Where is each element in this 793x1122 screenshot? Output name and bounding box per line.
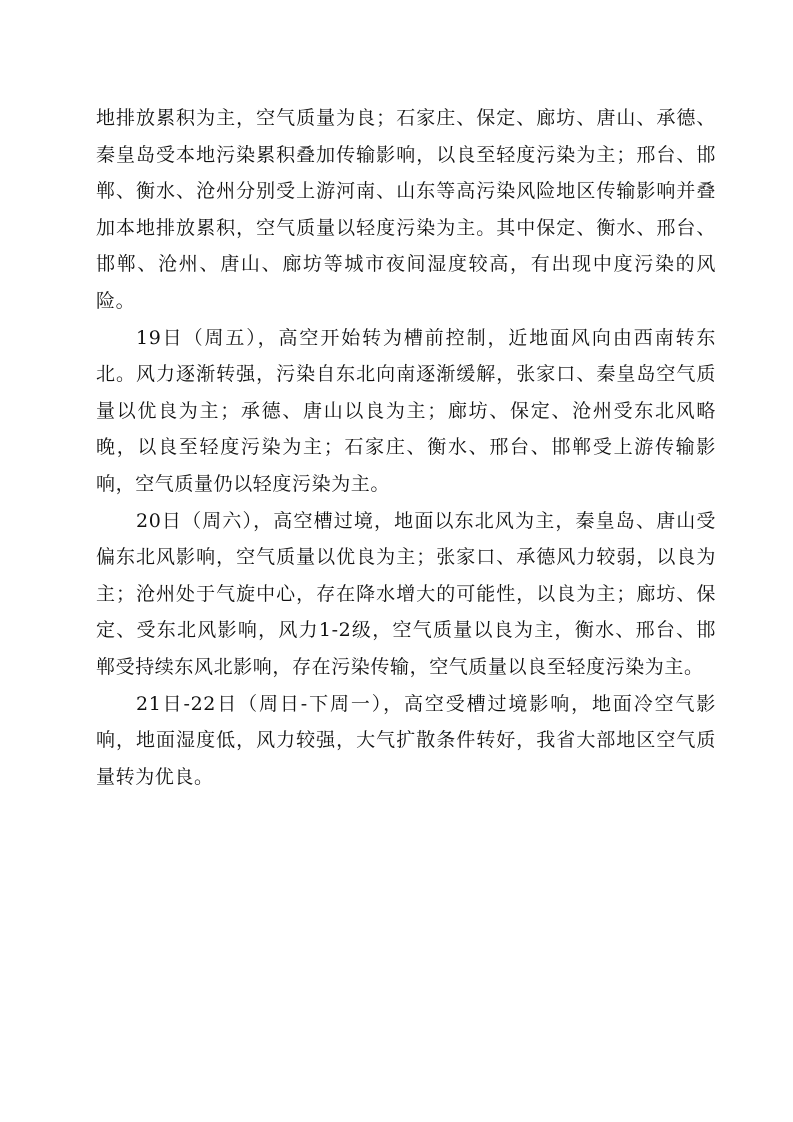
paragraph-day-20: 20日（周六），高空槽过境，地面以东北风为主，秦皇岛、唐山受偏东北风影响，空气质量以优良为主；张家口、承德风力较弱，以良为主；沧州处于气旋中心，存在降水增大的可能性，以良为主；廊坊、保定、受东北风影响，风力1-2级，空气质量以良为主，衡水、邢台、邯郸受持续东风北影响，存在污染传输，空气质量以良至轻度污染为主。 — [96, 509, 716, 678]
paragraph-day-21-22: 21日-22日（周日-下周一），高空受槽过境影响，地面冷空气影响，地面湿度低，风力较强，大气扩散条件转好，我省大部地区空气质量转为优良。 — [96, 692, 716, 788]
document-body — [96, 100, 716, 795]
paragraph-day-19: 19日（周五），高空开始转为槽前控制，近地面风向由西南转东北。风力逐渐转强，污染自东北向南逐渐缓解，张家口、秦皇岛空气质量以优良为主；承德、唐山以良为主；廊坊、保定、沧州受东北风略晚，以良至轻度污染为主；石家庄、衡水、邢台、邯郸受上游传输影响，空气质量仍以轻度污染为主。 — [96, 326, 716, 495]
paragraph-continued: 地排放累积为主，空气质量为良；石家庄、保定、廊坊、唐山、承德、秦皇岛受本地污染累积叠加传输影响，以良至轻度污染为主；邢台、邯郸、衡水、沧州分别受上游河南、山东等高污染风险地区传输影响并叠加本地排放累积，空气质量以轻度污染为主。其中保定、衡水、邢台、邯郸、沧州、唐山、廊坊等城市夜间湿度较高，有出现中度污染的风险。 — [96, 107, 716, 312]
